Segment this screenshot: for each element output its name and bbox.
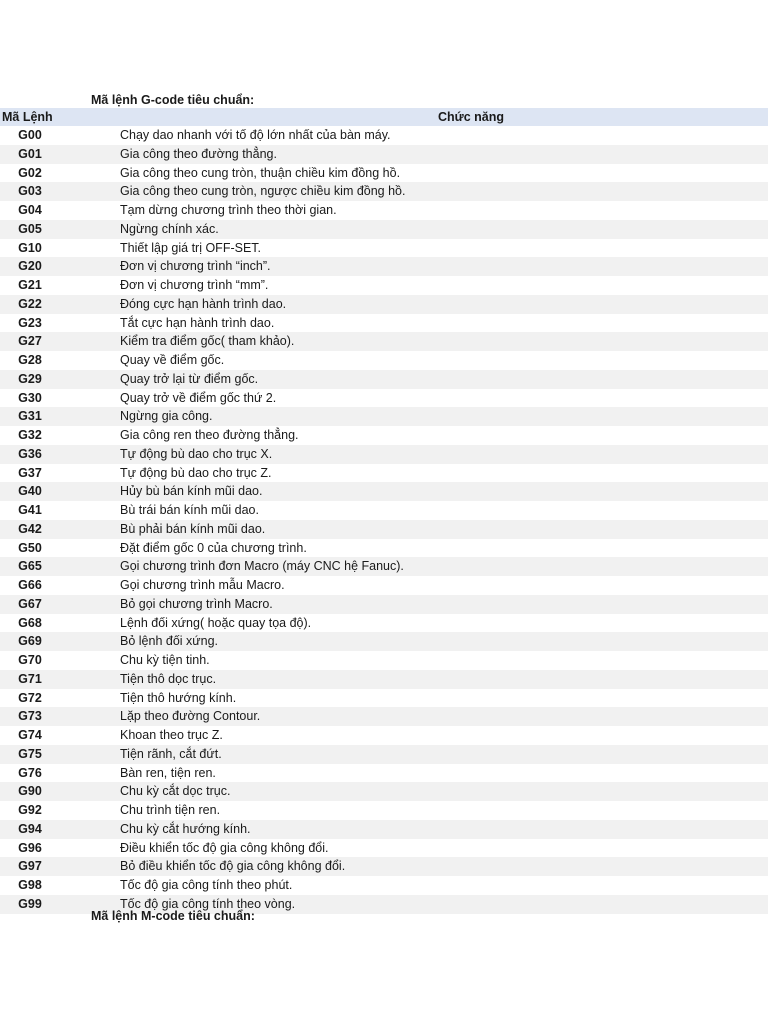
code-cell: G21 — [18, 278, 42, 292]
description-cell: Quay trở lại từ điểm gốc. — [120, 371, 259, 386]
description-cell: Bù phải bán kính mũi dao. — [120, 521, 266, 536]
description-cell: Bỏ điều khiển tốc độ gia công không đổi. — [120, 859, 346, 874]
table-row — [0, 482, 768, 501]
description-cell: Lặp theo đường Contour. — [120, 709, 261, 724]
description-cell: Tốc độ gia công tính theo phút. — [120, 878, 293, 892]
header-code: Mã Lệnh — [2, 110, 53, 124]
code-cell: G66 — [18, 578, 42, 592]
code-cell: G20 — [18, 259, 42, 274]
description-cell: Tạm dừng chương trình theo thời gian. — [120, 203, 337, 217]
code-cell: G74 — [18, 728, 42, 742]
table-row — [0, 182, 768, 201]
code-cell: G22 — [18, 296, 42, 311]
code-cell: G30 — [18, 390, 42, 405]
table-row — [0, 726, 768, 745]
table-row — [0, 614, 768, 633]
description-cell: Tự động bù dao cho trục X. — [120, 446, 273, 461]
g-code-table — [0, 108, 768, 914]
code-cell: G96 — [18, 840, 42, 855]
table-row — [0, 670, 768, 689]
description-cell: Tắt cực hạn hành trình dao. — [120, 315, 275, 330]
code-cell: G69 — [18, 634, 42, 649]
description-cell: Điều khiển tốc độ gia công không đổi. — [120, 840, 329, 855]
code-cell: G73 — [18, 709, 42, 724]
code-cell: G01 — [18, 146, 42, 161]
code-cell: G37 — [18, 465, 42, 480]
code-cell: G02 — [18, 165, 42, 180]
code-cell: G68 — [18, 615, 42, 630]
code-cell: G98 — [18, 878, 42, 892]
description-cell: Gọi chương trình mẫu Macro. — [120, 578, 285, 592]
table-row — [0, 857, 768, 876]
table-row — [0, 501, 768, 520]
description-cell: Gia công ren theo đường thẳng. — [120, 428, 299, 442]
description-cell: Chu trình tiện ren. — [120, 803, 221, 817]
table-header — [0, 108, 768, 126]
table-row — [0, 370, 768, 389]
description-cell: Tiện thô hướng kính. — [120, 690, 237, 705]
code-cell: G97 — [18, 859, 42, 874]
table-row — [0, 126, 768, 145]
table-row — [0, 651, 768, 670]
table-row — [0, 145, 768, 164]
code-cell: G71 — [18, 671, 42, 686]
code-cell: G92 — [18, 803, 42, 817]
table-row — [0, 839, 768, 858]
description-cell: Gia công theo cung tròn, thuận chiều kim đồng hồ. — [120, 165, 401, 180]
table-row — [0, 576, 768, 595]
description-cell: Quay trở về điểm gốc thứ 2. — [120, 390, 277, 405]
code-cell: G99 — [18, 896, 42, 911]
description-cell: Thiết lập giá trị OFF-SET. — [120, 240, 262, 255]
code-cell: G41 — [18, 503, 42, 517]
table-row — [0, 520, 768, 539]
description-cell: Khoan theo trục Z. — [120, 728, 223, 742]
code-cell: G50 — [18, 540, 42, 555]
description-cell: Bỏ gọi chương trình Macro. — [120, 596, 273, 611]
description-cell: Gia công theo đường thẳng. — [120, 146, 277, 161]
table-row — [0, 782, 768, 801]
table-row — [0, 539, 768, 558]
code-cell: G31 — [18, 409, 42, 424]
description-cell: Tiện rãnh, cắt đứt. — [120, 746, 222, 761]
table-row — [0, 632, 768, 651]
description-cell: Đơn vị chương trình “inch”. — [120, 259, 271, 274]
code-cell: G23 — [18, 315, 42, 330]
code-cell: G76 — [18, 765, 42, 780]
description-cell: Quay về điểm gốc. — [120, 353, 225, 367]
description-cell: Ngừng gia công. — [120, 409, 213, 424]
description-cell: Đặt điểm gốc 0 của chương trình. — [120, 540, 307, 555]
description-cell: Bù trái bán kính mũi dao. — [120, 503, 259, 517]
table-row — [0, 239, 768, 258]
table-row — [0, 164, 768, 183]
code-cell: G70 — [18, 653, 42, 667]
description-cell: Chu kỳ cắt hướng kính. — [120, 821, 251, 836]
description-cell: Gọi chương trình đơn Macro (máy CNC hệ Fanuc). — [120, 559, 404, 574]
table-row — [0, 276, 768, 295]
description-cell: Chu kỳ cắt dọc trục. — [120, 784, 231, 799]
table-row — [0, 876, 768, 895]
code-cell: G67 — [18, 596, 42, 611]
table-row — [0, 707, 768, 726]
description-cell: Bàn ren, tiện ren. — [120, 765, 216, 780]
description-cell: Ngừng chính xác. — [120, 221, 219, 236]
table-row — [0, 595, 768, 614]
m-code-section-title: Mã lệnh M-code tiêu chuẩn: — [91, 909, 255, 923]
description-cell: Chạy dao nhanh với tố độ lớn nhất của bàn máy. — [120, 128, 391, 142]
table-row — [0, 332, 768, 351]
description-cell: Kiểm tra điểm gốc( tham khảo). — [120, 334, 295, 349]
code-cell: G94 — [18, 821, 42, 836]
code-cell: G75 — [18, 746, 42, 761]
table-row — [0, 445, 768, 464]
description-cell: Gia công theo cung tròn, ngược chiều kim đồng hồ. — [120, 184, 406, 199]
table-row — [0, 407, 768, 426]
code-cell: G27 — [18, 334, 42, 349]
table-row — [0, 295, 768, 314]
description-cell: Tự động bù dao cho trục Z. — [120, 465, 272, 480]
description-cell: Chu kỳ tiện tinh. — [120, 653, 210, 667]
description-cell: Bỏ lệnh đối xứng. — [120, 634, 219, 649]
code-cell: G28 — [18, 353, 42, 367]
table-row — [0, 820, 768, 839]
table-row — [0, 426, 768, 445]
code-cell: G42 — [18, 521, 42, 536]
table-row — [0, 351, 768, 370]
table-row — [0, 801, 768, 820]
code-cell: G90 — [18, 784, 42, 799]
code-cell: G03 — [18, 184, 42, 199]
table-row — [0, 389, 768, 408]
description-cell: Tốc độ gia công tính theo vòng. — [120, 896, 296, 911]
code-cell: G36 — [18, 446, 42, 461]
table-row — [0, 220, 768, 239]
code-cell: G72 — [18, 690, 42, 705]
code-cell: G65 — [18, 559, 42, 574]
g-code-section-title: Mã lệnh G-code tiêu chuẩn: — [91, 93, 255, 107]
code-cell: G05 — [18, 221, 42, 236]
description-cell: Hủy bù bán kính mũi dao. — [120, 484, 263, 499]
table-row — [0, 689, 768, 708]
code-cell: G04 — [18, 203, 42, 217]
description-cell: Lệnh đối xứng( hoặc quay tọa độ). — [120, 615, 312, 630]
table-row — [0, 201, 768, 220]
description-cell: Tiện thô dọc trục. — [120, 671, 217, 686]
code-cell: G29 — [18, 371, 42, 386]
code-cell: G40 — [18, 484, 42, 499]
table-row — [0, 764, 768, 783]
code-cell: G10 — [18, 240, 42, 255]
table-row — [0, 745, 768, 764]
description-cell: Đóng cực hạn hành trình dao. — [120, 296, 287, 311]
table-body — [0, 126, 768, 914]
code-cell: G32 — [18, 428, 42, 442]
table-row — [0, 557, 768, 576]
table-row — [0, 257, 768, 276]
code-cell: G00 — [18, 128, 42, 142]
description-cell: Đơn vị chương trình “mm”. — [120, 278, 269, 292]
table-row — [0, 314, 768, 333]
table-row — [0, 464, 768, 483]
header-function: Chức năng — [438, 110, 504, 124]
